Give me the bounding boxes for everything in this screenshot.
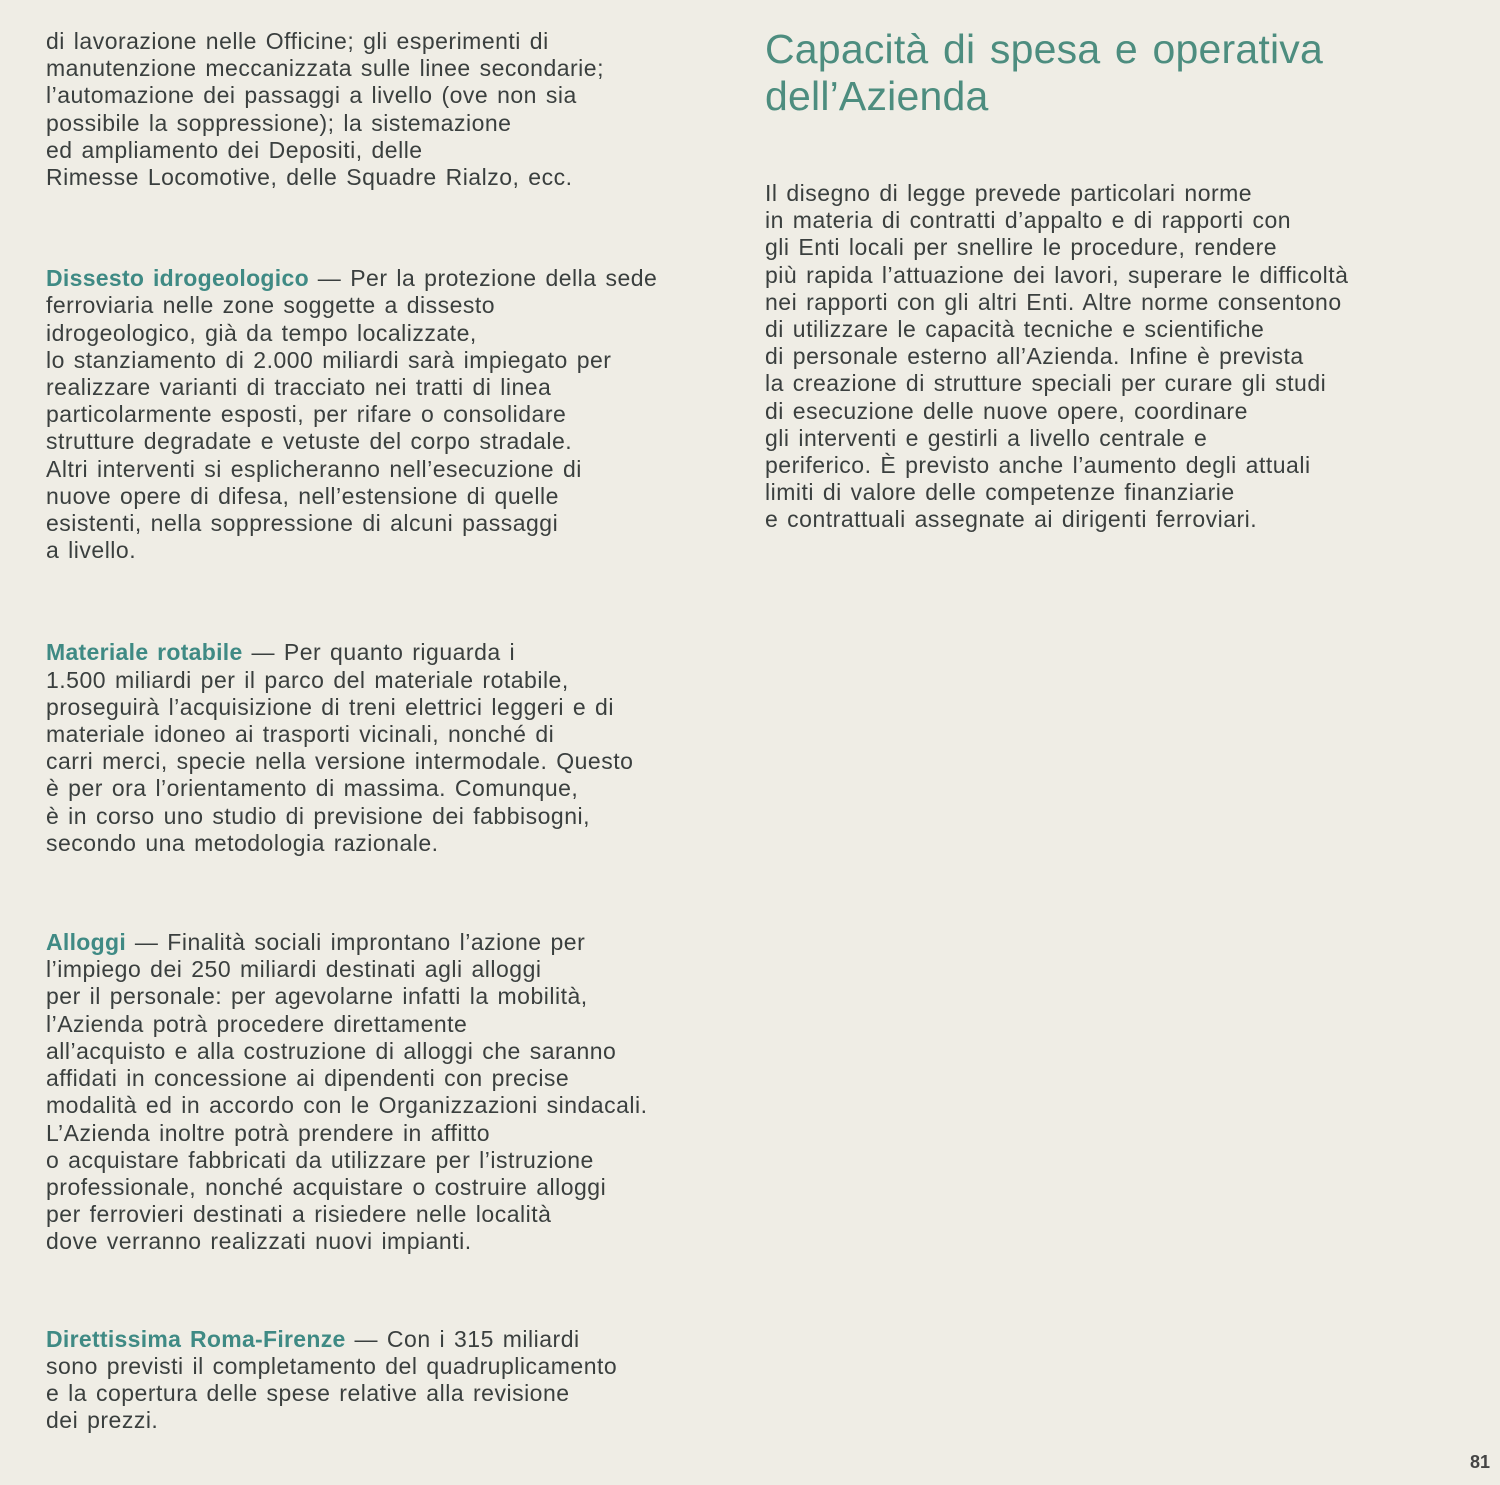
text-line: è in corso uno studio di previsione dei fabbisogni,	[46, 802, 590, 829]
section-lead-text: — Con i 315 miliardi	[345, 1325, 580, 1352]
text-line: possibile la soppressione); la sistemazione	[46, 109, 512, 136]
text-line: e la copertura delle spese relative alla revisione	[46, 1379, 570, 1406]
page-number: 81	[1469, 1452, 1490, 1472]
text-line: a livello.	[46, 537, 137, 564]
text-line: limiti di valore delle competenze finanziarie	[765, 479, 1235, 506]
text-line: lo stanziamento di 2.000 miliardi sarà impiegato per	[46, 346, 612, 373]
text-line: di esecuzione delle nuove opere, coordinare	[765, 397, 1248, 424]
section-lead-text: — Per la protezione della sede	[308, 265, 658, 292]
section-first-line	[46, 639, 716, 666]
text-line: o acquistare fabbricati da utilizzare per l’istruzione	[46, 1146, 594, 1173]
heading-line: dell’Azienda	[765, 73, 989, 119]
text-line: affidati in concessione ai dipendenti con precise	[46, 1065, 570, 1092]
text-line: periferico. È previsto anche l’aumento degli attuali	[765, 452, 1311, 479]
section-keyword: Dissesto idrogeologico	[46, 265, 309, 292]
section-keyword: Alloggi	[46, 929, 127, 956]
section-lead-text: — Finalità sociali improntano l’azione per	[126, 929, 586, 956]
materiale-section	[46, 639, 716, 857]
text-line: in materia di contratti d’appalto e di rapporti con	[765, 207, 1292, 234]
text-line: all’acquisto e alla costruzione di alloggi che saranno	[46, 1037, 617, 1064]
text-line: secondo una metodologia razionale.	[46, 829, 439, 856]
section-keyword: Materiale rotabile	[46, 639, 243, 666]
text-line: proseguirà l’acquisizione di treni elettrici leggeri e di	[46, 693, 614, 720]
text-line: professionale, nonché acquistare o costruire alloggi	[46, 1173, 607, 1200]
text-line: di utilizzare le capacità tecniche e scientifiche	[765, 316, 1265, 343]
section-first-line	[46, 1326, 716, 1353]
text-line: la creazione di strutture speciali per curare gli studi	[765, 370, 1327, 397]
text-line: dove verranno realizzati nuovi impianti.	[46, 1228, 472, 1255]
section-first-line	[46, 929, 716, 956]
text-line: gli Enti locali per snellire le procedure, rendere	[765, 234, 1278, 261]
section-keyword: Direttissima Roma-Firenze	[46, 1325, 346, 1352]
text-line: l’Azienda potrà procedere direttamente	[46, 1010, 468, 1037]
alloggi-section	[46, 929, 716, 1255]
text-line: strutture degradate e vetuste del corpo stradale.	[46, 428, 573, 455]
text-line: l’automazione dei passaggi a livello (ove non sia	[46, 82, 577, 109]
text-line: è per ora l’orientamento di massima. Comunque,	[46, 775, 579, 802]
text-line: gli interventi e gestirli a livello centrale e	[765, 424, 1208, 451]
text-line: manutenzione meccanizzata sulle linee secondarie;	[46, 55, 604, 82]
text-line: nuove opere di difesa, nell’estensione di quelle	[46, 482, 559, 509]
section-first-line	[46, 265, 716, 292]
text-line: e contrattuali assegnate ai dirigenti ferroviari.	[765, 506, 1258, 533]
text-line: materiale idoneo ai trasporti vicinali, nonché di	[46, 721, 555, 748]
text-line: esistenti, nella soppressione di alcuni passaggi	[46, 510, 559, 537]
right-column	[765, 26, 1465, 534]
text-line: nei rapporti con gli altri Enti. Altre norme consentono	[765, 288, 1342, 315]
text-line: ed ampliamento dei Depositi, delle	[46, 136, 423, 163]
text-line: Il disegno di legge prevede particolari norme	[765, 180, 1253, 206]
text-line: ferroviaria nelle zone soggette a dissesto	[46, 292, 496, 319]
direttissima-section	[46, 1326, 716, 1435]
section-lead-text: — Per quanto riguarda i	[242, 639, 516, 666]
text-line: carri merci, specie nella versione intermodale. Questo	[46, 748, 634, 775]
text-line: 1.500 miliardi per il parco del materiale rotabile,	[46, 666, 569, 693]
text-line: L’Azienda inoltre potrà prendere in affitto	[46, 1119, 491, 1146]
text-line: sono previsti il completamento del quadruplicamento	[46, 1352, 618, 1379]
text-line: per il personale: per agevolarne infatti la mobilità,	[46, 983, 588, 1010]
text-line: Rimesse Locomotive, delle Squadre Rialzo, ecc.	[46, 164, 573, 191]
text-line: più rapida l’attuazione dei lavori, superare le difficoltà	[765, 261, 1349, 288]
text-line: modalità ed in accordo con le Organizzazioni sindacali.	[46, 1092, 648, 1119]
text-line: per ferrovieri destinati a risiedere nelle località	[46, 1201, 552, 1228]
text-line: dei prezzi.	[46, 1407, 159, 1434]
dissesto-section	[46, 265, 716, 564]
heading-line: Capacità di spesa e operativa	[765, 26, 1323, 72]
text-line: l’impiego dei 250 miliardi destinati agli alloggi	[46, 956, 542, 983]
text-line: di personale esterno all’Azienda. Infine è prevista	[765, 343, 1304, 370]
text-line: realizzare varianti di tracciato nei tratti di linea	[46, 374, 552, 401]
text-line: particolarmente esposti, per rifare o consolidare	[46, 401, 567, 428]
text-line: idrogeologico, già da tempo localizzate,	[46, 319, 477, 346]
text-line: Altri interventi si esplicheranno nell’esecuzione di	[46, 455, 582, 482]
capacita-paragraph	[765, 180, 1465, 534]
section-heading	[765, 26, 1465, 120]
intro-paragraph	[46, 28, 716, 191]
left-column	[46, 28, 716, 1434]
text-line: di lavorazione nelle Officine; gli esperimenti di	[46, 28, 549, 54]
